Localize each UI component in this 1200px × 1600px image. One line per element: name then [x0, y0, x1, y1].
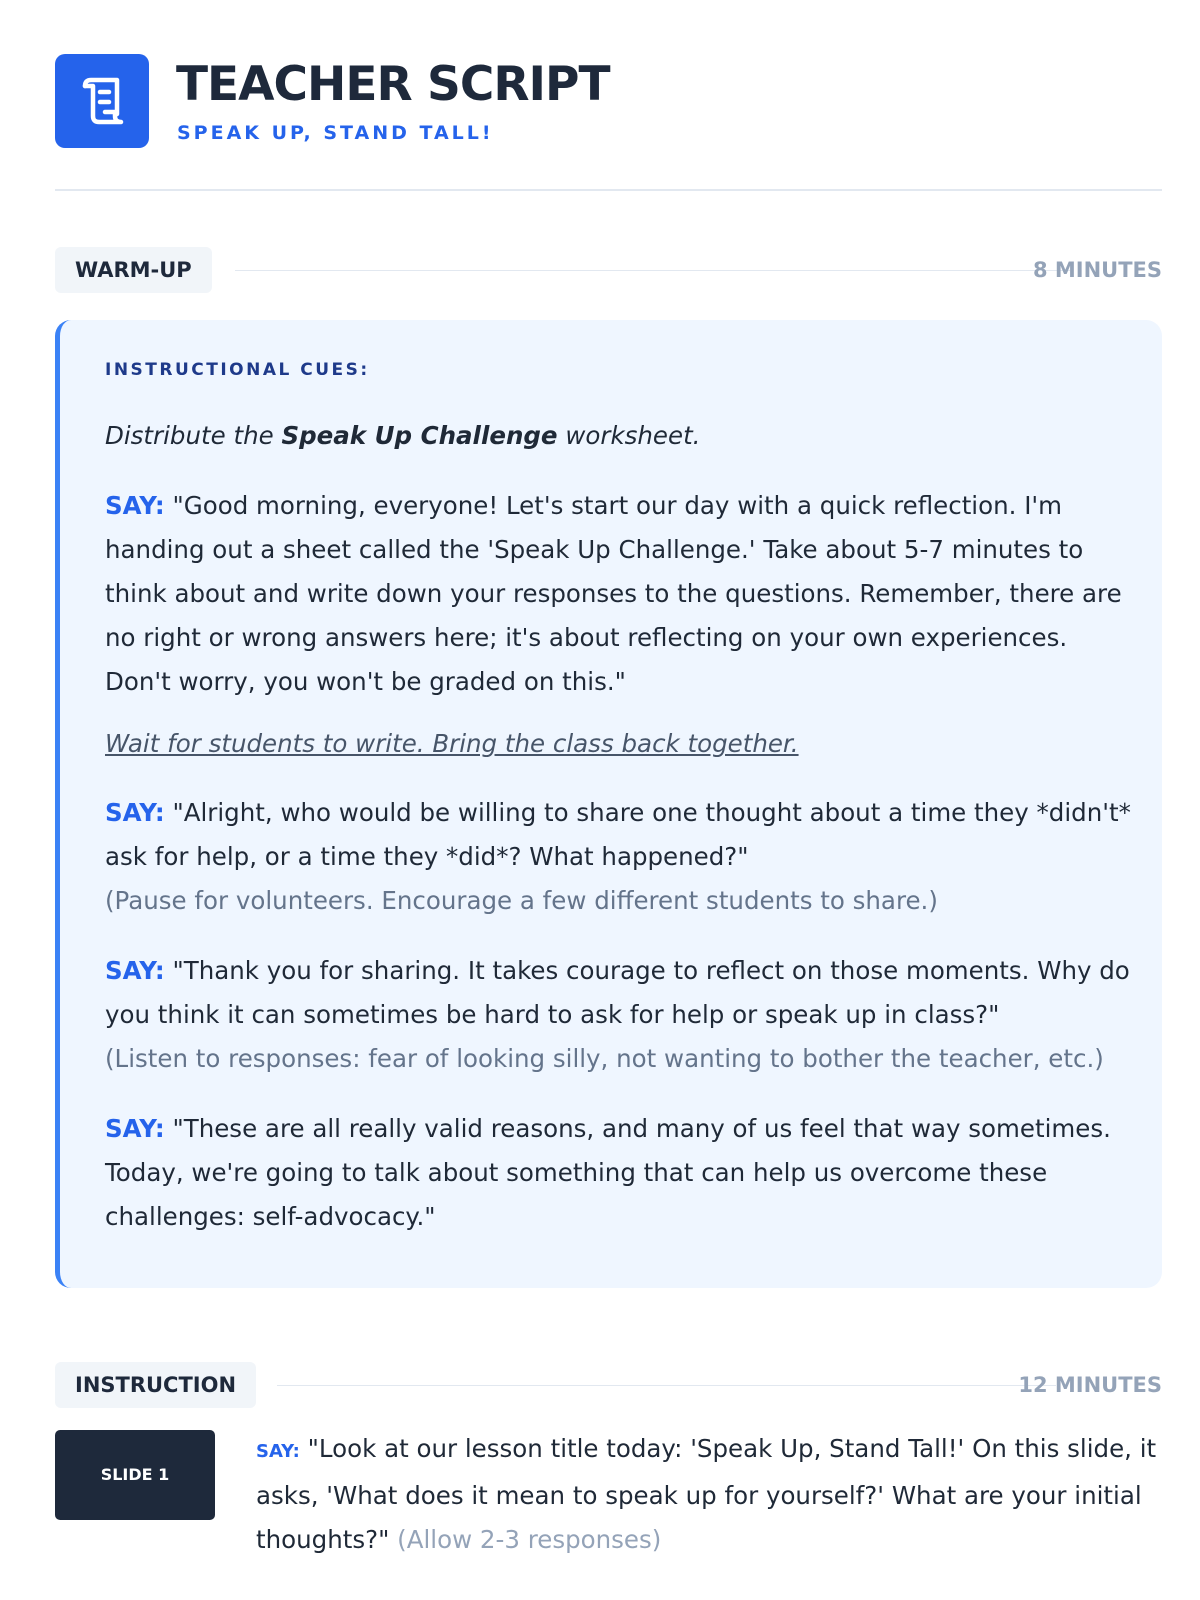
section-duration: 8 MINUTES	[1032, 258, 1162, 282]
say-label: SAY:	[105, 491, 165, 520]
teacher-note: (Listen to responses: fear of looking silly, not wanting to bother the teacher, etc.)	[105, 1044, 1104, 1073]
section-divider	[235, 270, 1070, 271]
worksheet-name: Speak Up Challenge	[281, 421, 558, 450]
page-subtitle: SPEAK UP, STAND TALL!	[177, 122, 494, 144]
instructional-cues-card	[55, 320, 1162, 1288]
section-header-warm-up	[55, 247, 1162, 293]
say-label: SAY:	[105, 1114, 165, 1143]
say-label: SAY:	[256, 1441, 300, 1462]
say-text: "Thank you for sharing. It takes courage to reflect on those moments. Why do you think it can sometimes be hard to ask for help or speak up in class?"	[105, 956, 1130, 1029]
page-header	[55, 54, 1162, 150]
slide-badge: SLIDE 1	[55, 1430, 215, 1520]
say-label: SAY:	[105, 798, 165, 827]
wait-cue: Wait for students to write. Bring the class back together.	[105, 729, 799, 758]
section-label: INSTRUCTION	[55, 1362, 256, 1408]
say-paragraph	[105, 791, 1135, 923]
distribute-text-after: worksheet.	[557, 421, 701, 450]
say-text: "Good morning, everyone! Let's start our day with a quick reflection. I'm handing out a sheet called the 'Speak Up Challenge.' Take about 5-7 minutes to think about and write down your responses to the questions. Remember, there are no right or wrong answers here; it's about reflecting on your own experiences. Don't worry, you won't be graded on this."	[105, 491, 1122, 696]
page-title: TEACHER SCRIPT	[176, 57, 610, 112]
cue-label: INSTRUCTIONAL CUES:	[105, 360, 370, 380]
say-paragraph	[105, 1107, 1135, 1239]
say-text: "Look at our lesson title today: 'Speak Up, Stand Tall!' On this slide, it asks, 'What does it mean to speak up for yourself?' What are your initial thoughts?"	[256, 1434, 1157, 1554]
say-text: "Alright, who would be willing to share one thought about a time they *didn't* ask for help, or a time they *did*? What happened?"	[105, 798, 1131, 871]
say-label: SAY:	[105, 956, 165, 985]
section-label: WARM-UP	[55, 247, 212, 293]
say-paragraph	[105, 949, 1135, 1081]
say-paragraph	[105, 484, 1135, 704]
slide-say-paragraph	[256, 1427, 1161, 1562]
teacher-note: (Allow 2-3 responses)	[397, 1525, 662, 1554]
distribute-text-before: Distribute the	[105, 421, 282, 450]
say-text: "These are all really valid reasons, and many of us feel that way sometimes. Today, we're going to talk about something that can help us overcome these challenges: self-advocacy."	[105, 1114, 1111, 1231]
teacher-note: (Pause for volunteers. Encourage a few different students to share.)	[105, 886, 938, 915]
section-duration: 12 MINUTES	[1018, 1373, 1162, 1397]
section-divider	[277, 1385, 1056, 1386]
header-divider	[55, 189, 1162, 191]
scroll-icon	[55, 54, 149, 148]
distribute-cue	[105, 414, 1135, 458]
section-header-instruction	[55, 1362, 1162, 1408]
